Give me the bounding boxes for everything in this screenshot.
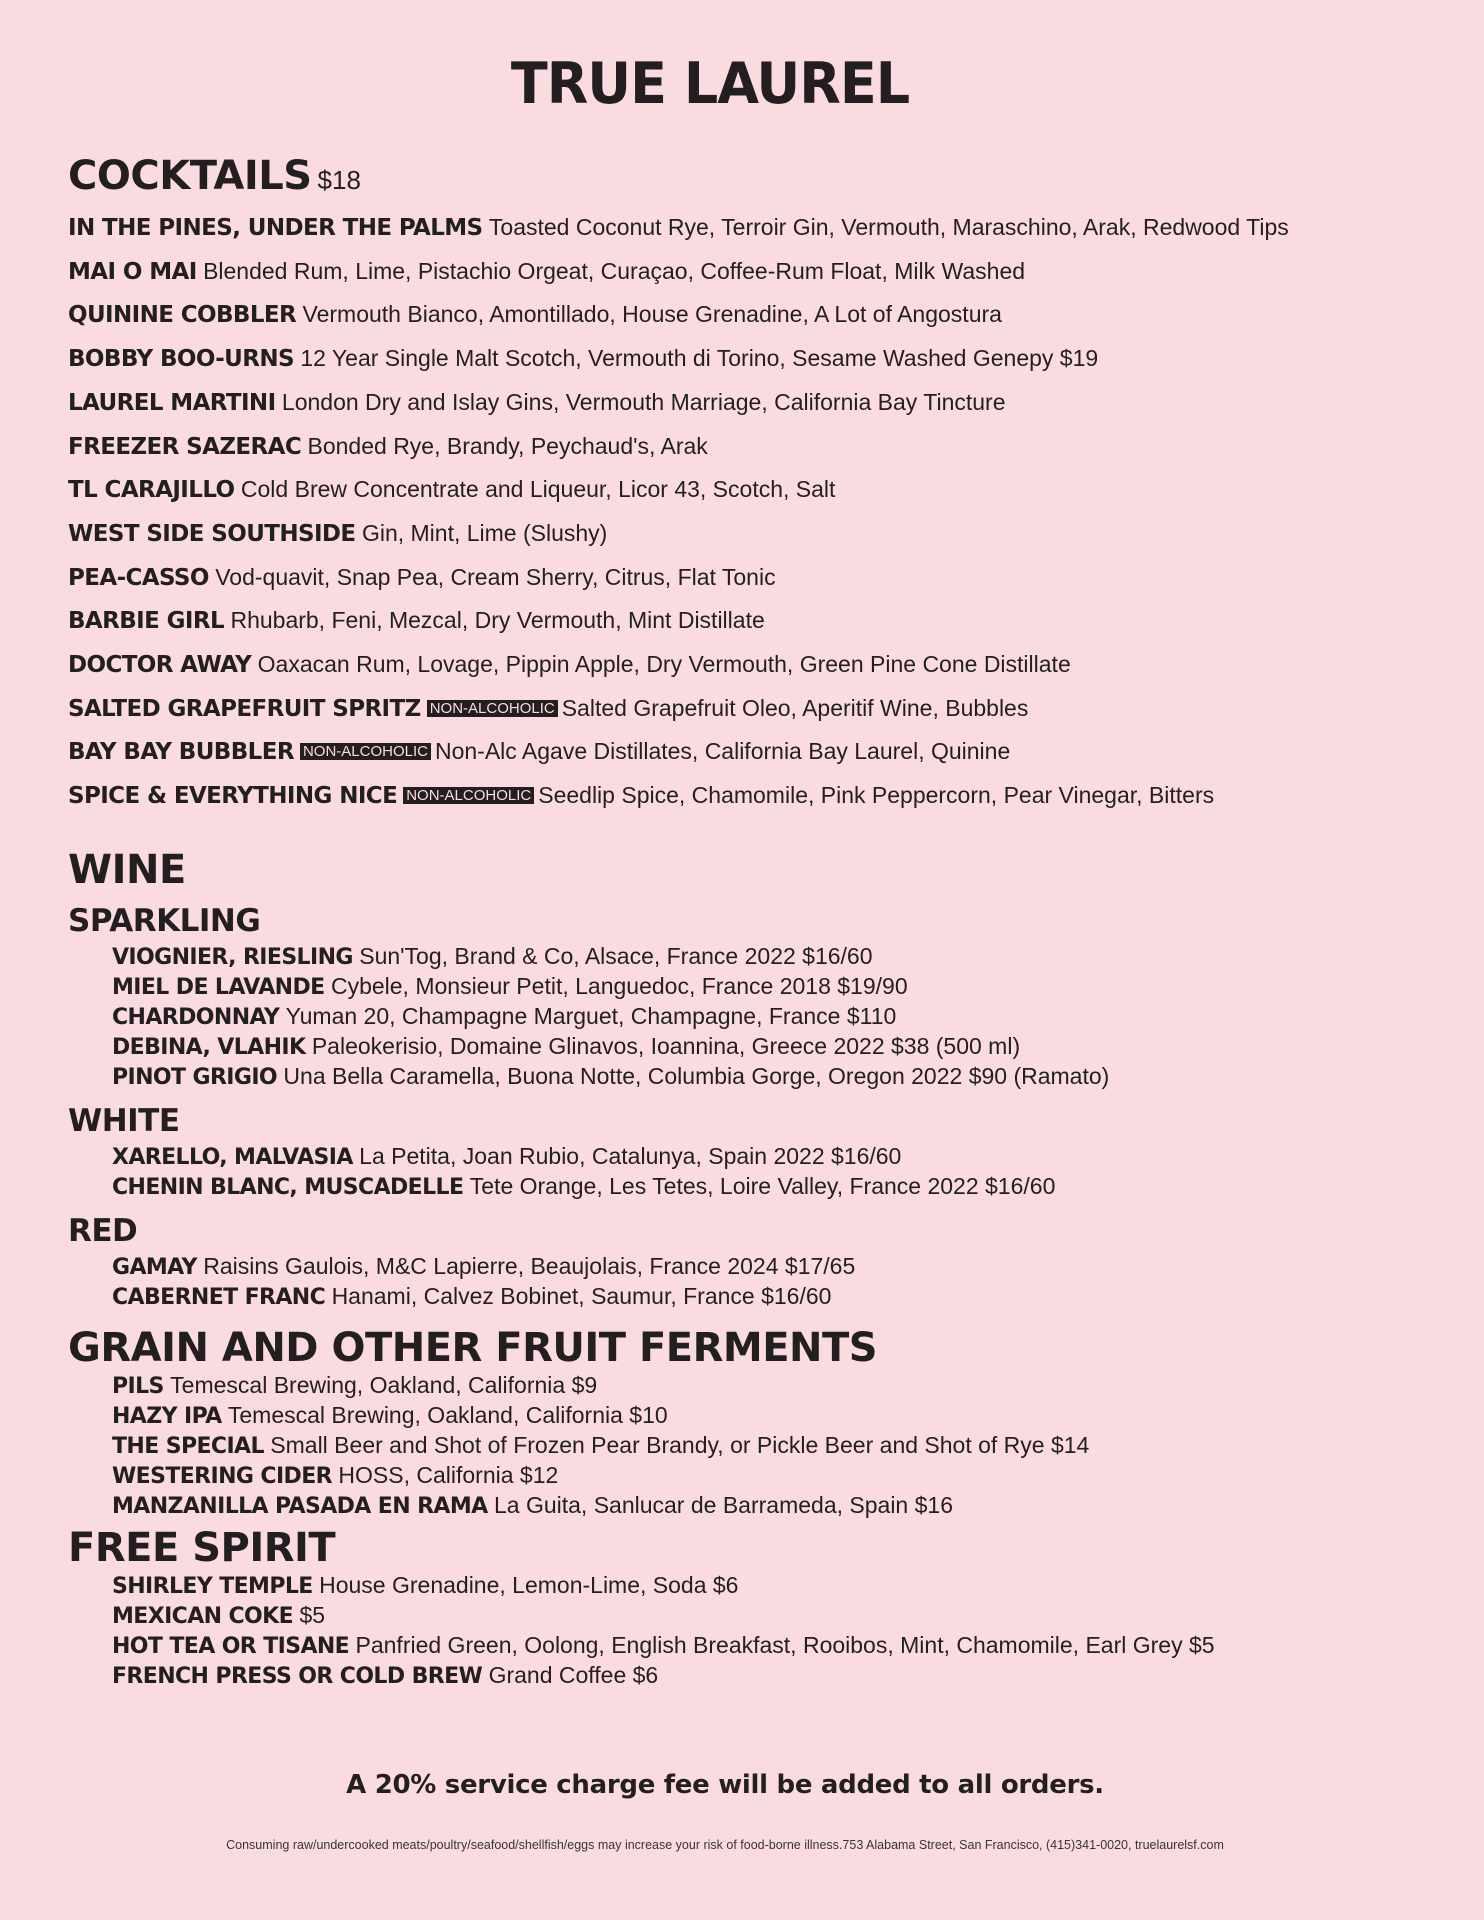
cocktail-description: Vermouth Bianco, Amontillado, House Grenadine, A Lot of Angostura (302, 301, 1002, 327)
cocktail-name: TL CARAJILLO (68, 477, 235, 503)
sparkling-list (112, 942, 1109, 1092)
menu-item (112, 1062, 1109, 1092)
cocktail-description: Rhubarb, Feni, Mezcal, Dry Vermouth, Mint Distillate (230, 607, 765, 633)
menu-item-description: Temescal Brewing, Oakland, California $10 (227, 1402, 668, 1428)
free-spirit-heading: FREE SPIRIT (68, 1525, 336, 1571)
cocktails-heading (68, 153, 361, 199)
menu-item-description: $5 (299, 1602, 326, 1628)
menu-item (112, 1172, 1055, 1202)
cocktail-description: Toasted Coconut Rye, Terroir Gin, Vermouth, Maraschino, Arak, Redwood Tips (488, 214, 1289, 240)
menu-item-name: FRENCH PRESS OR COLD BREW (112, 1664, 483, 1689)
cocktail-description: Cold Brew Concentrate and Liqueur, Licor 43, Scotch, Salt (240, 476, 836, 502)
cocktail-name: PEA-CASSO (68, 565, 209, 591)
menu-item (112, 1142, 1055, 1172)
wine-heading: WINE (68, 847, 186, 893)
cocktail-name: LAUREL MARTINI (68, 390, 276, 416)
cocktails-price: $18 (317, 165, 361, 195)
white-heading: WHITE (68, 1103, 180, 1139)
menu-item-name: DEBINA, VLAHIK (112, 1035, 306, 1060)
menu-item-description: Tete Orange, Les Tetes, Loire Valley, France 2022 $16/60 (469, 1173, 1056, 1199)
cocktail-description: London Dry and Islay Gins, Vermouth Marriage, California Bay Tincture (281, 389, 1006, 415)
menu-item (112, 1252, 855, 1282)
menu-item-name: THE SPECIAL (112, 1434, 264, 1459)
menu-item (112, 942, 1109, 972)
cocktail-name: IN THE PINES, UNDER THE PALMS (68, 215, 483, 241)
menu-item-name: MEXICAN COKE (112, 1604, 294, 1629)
cocktail-name: QUININE COBBLER (68, 302, 297, 328)
cocktail-item (68, 562, 776, 593)
grain-heading: GRAIN AND OTHER FRUIT FERMENTS (68, 1325, 878, 1371)
cocktail-name: BOBBY BOO-URNS (68, 346, 294, 372)
menu-item (112, 1032, 1109, 1062)
menu-item-description: Grand Coffee $6 (488, 1662, 659, 1688)
menu-item-description: Cybele, Monsieur Petit, Languedoc, France 2018 $19/90 (330, 973, 908, 999)
menu-item-name: MANZANILLA PASADA EN RAMA (112, 1494, 488, 1519)
non-alcoholic-badge: NON-ALCOHOLIC (300, 743, 431, 760)
non-alcoholic-badge: NON-ALCOHOLIC (427, 700, 558, 717)
menu-item-description: Sun'Tog, Brand & Co, Alsace, France 2022 $16/60 (359, 943, 873, 969)
cocktail-description: Bonded Rye, Brandy, Peychaud's, Arak (307, 433, 708, 459)
cocktail-name: DOCTOR AWAY (68, 652, 252, 678)
red-heading: RED (68, 1213, 138, 1249)
menu-item-name: HAZY IPA (112, 1404, 222, 1429)
cocktail-name: SPICE & EVERYTHING NICE (68, 783, 398, 809)
menu-item-name: PINOT GRIGIO (112, 1065, 278, 1090)
cocktail-item (68, 693, 1028, 724)
cocktail-description: 12 Year Single Malt Scotch, Vermouth di Torino, Sesame Washed Genepy $19 (300, 345, 1099, 371)
cocktail-name: BAY BAY BUBBLER (68, 739, 294, 765)
menu-item-name: CHARDONNAY (112, 1005, 280, 1030)
menu-item (112, 1002, 1109, 1032)
cocktail-item (68, 343, 1098, 374)
cocktail-item (68, 474, 835, 505)
menu-item-description: Yuman 20, Champagne Marguet, Champagne, France $110 (285, 1003, 897, 1029)
cocktail-description: Salted Grapefruit Oleo, Aperitif Wine, Bubbles (561, 695, 1029, 721)
cocktail-description: Gin, Mint, Lime (Slushy) (361, 520, 608, 546)
menu-title: TRUE LAUREL (510, 50, 910, 117)
cocktail-description: Blended Rum, Lime, Pistachio Orgeat, Curaçao, Coffee-Rum Float, Milk Washed (203, 258, 1026, 284)
menu-item-description: Una Bella Caramella, Buona Notte, Columbia Gorge, Oregon 2022 $90 (Ramato) (283, 1063, 1110, 1089)
legal-notice: Consuming raw/undercooked meats/poultry/seafood/shellfish/eggs may increase your risk of food-borne illness.753 Alabama Street, San Francisco, (415)341-0020, truelaurelsf.com (226, 1838, 1224, 1852)
sparkling-heading: SPARKLING (68, 903, 261, 939)
cocktail-name: FREEZER SAZERAC (68, 434, 302, 460)
menu-item-name: WESTERING CIDER (112, 1464, 332, 1489)
menu-item-description: La Petita, Joan Rubio, Catalunya, Spain 2022 $16/60 (359, 1143, 902, 1169)
menu-item-name: PILS (112, 1374, 164, 1399)
cocktail-item (68, 780, 1214, 811)
menu-item-name: VIOGNIER, RIESLING (112, 945, 353, 970)
menu-item (112, 1461, 1089, 1491)
cocktail-item (68, 387, 1006, 418)
menu-item-name: SHIRLEY TEMPLE (112, 1574, 313, 1599)
menu-item-description: House Grenadine, Lemon-Lime, Soda $6 (319, 1572, 739, 1598)
menu-item-name: GAMAY (112, 1255, 197, 1280)
menu-item-description: Paleokerisio, Domaine Glinavos, Ioannina, Greece 2022 $38 (500 ml) (311, 1033, 1021, 1059)
service-charge-notice: A 20% service charge fee will be added to all orders. (346, 1770, 1104, 1800)
menu-item (112, 1601, 1215, 1631)
cocktail-item (68, 431, 708, 462)
menu-item (112, 1431, 1089, 1461)
menu-item (112, 1631, 1215, 1661)
menu-item (112, 1491, 1089, 1521)
cocktail-name: WEST SIDE SOUTHSIDE (68, 521, 356, 547)
menu-item-name: CHENIN BLANC, MUSCADELLE (112, 1175, 464, 1200)
cocktail-name: BARBIE GIRL (68, 608, 225, 634)
cocktail-description: Vod-quavit, Snap Pea, Cream Sherry, Citrus, Flat Tonic (215, 564, 776, 590)
menu-item (112, 1401, 1089, 1431)
menu-item-description: Raisins Gaulois, M&C Lapierre, Beaujolais, France 2024 $17/65 (203, 1253, 856, 1279)
cocktails-heading-text: COCKTAILS (68, 153, 312, 199)
menu-item-name: HOT TEA OR TISANE (112, 1634, 350, 1659)
cocktail-description: Oaxacan Rum, Lovage, Pippin Apple, Dry Vermouth, Green Pine Cone Distillate (257, 651, 1071, 677)
menu-item-description: Hanami, Calvez Bobinet, Saumur, France $16/60 (331, 1283, 832, 1309)
free-spirit-list (112, 1571, 1215, 1691)
menu-item-name: MIEL DE LAVANDE (112, 975, 325, 1000)
white-list (112, 1142, 1055, 1202)
menu-item-description: HOSS, California $12 (338, 1462, 559, 1488)
cocktail-item (68, 299, 1002, 330)
cocktail-item (68, 649, 1071, 680)
menu-item-description: Panfried Green, Oolong, English Breakfast, Rooibos, Mint, Chamomile, Earl Grey $5 (355, 1632, 1215, 1658)
cocktail-description: Seedlip Spice, Chamomile, Pink Peppercorn, Pear Vinegar, Bitters (538, 782, 1215, 808)
cocktail-name: MAI O MAI (68, 259, 197, 285)
menu-item (112, 1661, 1215, 1691)
menu-item (112, 1282, 855, 1312)
grain-list (112, 1371, 1089, 1521)
menu-item (112, 972, 1109, 1002)
menu-item-description: Temescal Brewing, Oakland, California $9 (170, 1372, 598, 1398)
menu-item-name: CABERNET FRANC (112, 1285, 326, 1310)
cocktail-item (68, 212, 1289, 243)
cocktail-description: Non-Alc Agave Distillates, California Bay Laurel, Quinine (434, 738, 1011, 764)
menu-item (112, 1571, 1215, 1601)
menu-item-name: XARELLO, MALVASIA (112, 1145, 353, 1170)
menu-item (112, 1371, 1089, 1401)
non-alcoholic-badge: NON-ALCOHOLIC (403, 787, 534, 804)
cocktail-item (68, 518, 607, 549)
cocktail-name: SALTED GRAPEFRUIT SPRITZ (68, 696, 421, 722)
menu-item-description: La Guita, Sanlucar de Barrameda, Spain $16 (493, 1492, 953, 1518)
cocktail-item (68, 256, 1025, 287)
cocktail-item (68, 736, 1010, 767)
cocktail-item (68, 605, 765, 636)
red-list (112, 1252, 855, 1312)
menu-item-description: Small Beer and Shot of Frozen Pear Brandy, or Pickle Beer and Shot of Rye $14 (270, 1432, 1090, 1458)
